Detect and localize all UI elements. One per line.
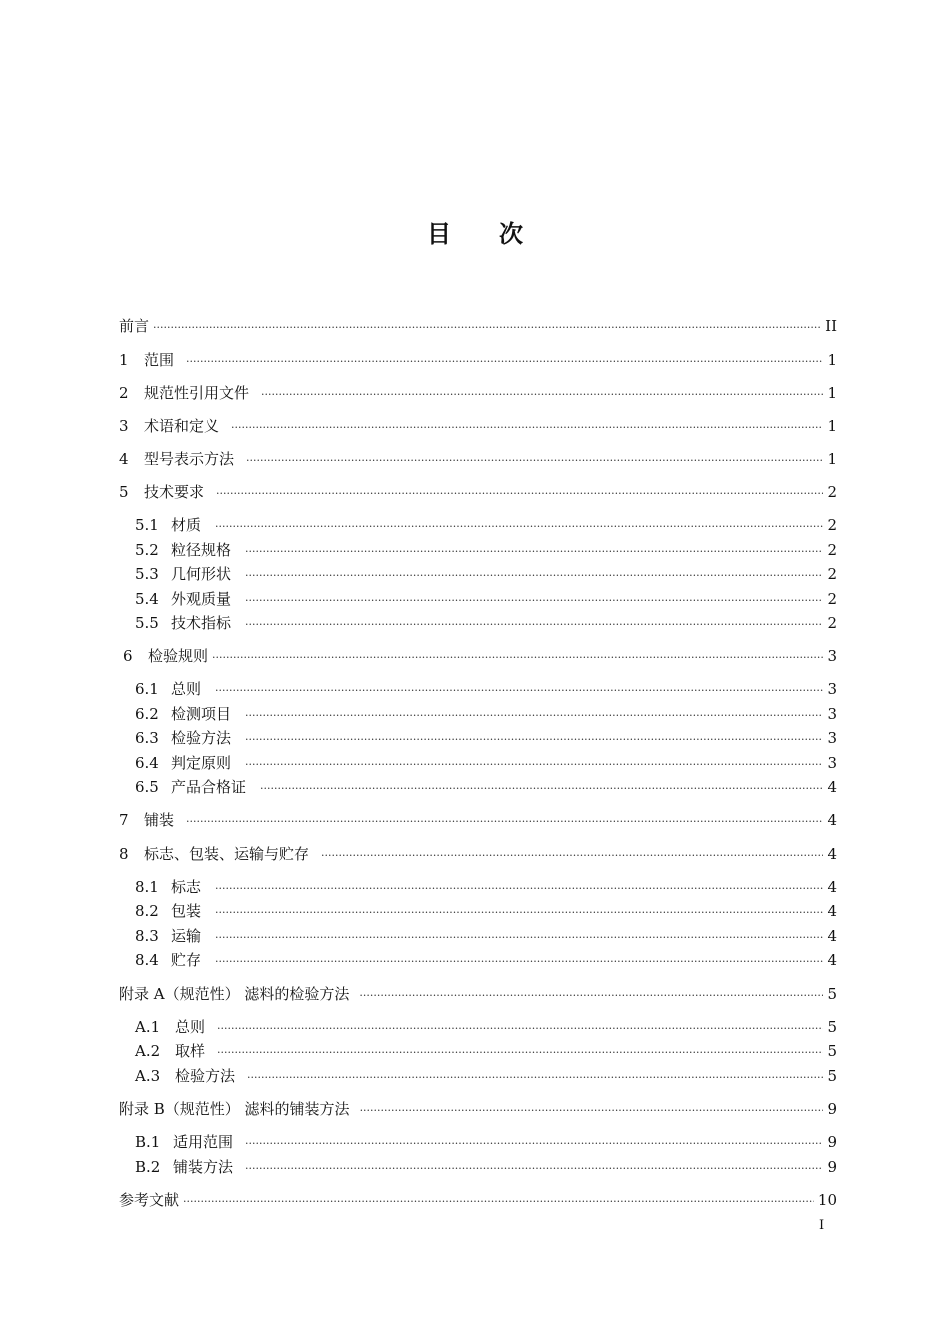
toc-entry-number: B.2 [135, 1158, 161, 1176]
toc-entry-number: 8.1 [135, 878, 159, 896]
page-title [0, 214, 950, 249]
toc-entry[interactable] [119, 350, 837, 370]
toc-entry-page: 2 [827, 590, 837, 608]
toc-entry[interactable] [119, 984, 837, 1004]
toc-entry[interactable] [135, 777, 837, 797]
toc-entry[interactable] [119, 844, 837, 864]
leader-dots [212, 648, 823, 668]
toc-entry-text: 标志、包装、运输与贮存 [144, 845, 310, 863]
toc-entry-page: 3 [827, 729, 837, 747]
toc-entry-text: 检验规则 [148, 647, 209, 665]
toc-entry-number: 4 [119, 450, 129, 468]
toc-entry[interactable] [135, 1066, 837, 1086]
toc-entry[interactable] [119, 810, 837, 830]
toc-entry[interactable] [119, 416, 837, 436]
toc-entry-text: 技术指标 [171, 614, 232, 632]
toc-entry[interactable] [119, 316, 837, 336]
toc-entry-page: 2 [827, 565, 837, 583]
toc-entry-page: 2 [827, 541, 837, 559]
toc-entry-page: 1 [827, 417, 837, 435]
toc-entry-text: 前言 [119, 317, 150, 335]
leader-dots [245, 755, 823, 775]
toc-entry-page: 9 [827, 1158, 837, 1176]
toc-entry-text: 铺装 [144, 811, 175, 829]
toc-entry-number: 5.2 [135, 541, 159, 559]
leader-dots [186, 352, 823, 372]
toc-entry-page: 5 [827, 1042, 837, 1060]
toc-entry[interactable] [135, 1017, 837, 1037]
toc-entry[interactable] [119, 383, 837, 403]
leader-dots [216, 484, 823, 504]
toc-entry-number: A.2 [135, 1042, 161, 1060]
toc-entry-text: 判定原则 [171, 754, 232, 772]
toc-entry[interactable] [135, 679, 837, 699]
toc-entry[interactable] [135, 901, 837, 921]
toc-entry-number: 2 [119, 384, 129, 402]
toc-entry[interactable] [135, 1132, 837, 1152]
toc-entry[interactable] [135, 1157, 837, 1177]
toc-entry-text: 产品合格证 [171, 778, 247, 796]
toc-entry-number: 5 [119, 483, 129, 501]
title-char-1: 目 [427, 220, 451, 248]
toc-entry-text: 粒径规格 [171, 541, 232, 559]
leader-dots [245, 1159, 823, 1179]
toc-entry[interactable] [119, 1099, 837, 1119]
toc-entry-number: 8 [119, 845, 129, 863]
leader-dots [359, 986, 823, 1006]
toc-entry-text: 术语和定义 [144, 417, 220, 435]
toc-entry-text: 运输 [171, 927, 202, 945]
toc-entry[interactable] [135, 753, 837, 773]
toc-entry-text: 附录 B（规范性） 滤料的铺装方法 [119, 1100, 350, 1118]
toc-entry-page: 3 [827, 647, 837, 665]
leader-dots [183, 1192, 814, 1212]
leader-dots [246, 451, 823, 471]
toc-entry-page: 2 [827, 483, 837, 501]
toc-entry-number: 8.4 [135, 951, 159, 969]
leader-dots [215, 903, 823, 923]
toc-entry[interactable] [135, 877, 837, 897]
toc-entry-text: 包装 [171, 902, 202, 920]
toc-entry-page: 4 [827, 927, 837, 945]
leader-dots [215, 517, 823, 537]
toc-entry-page: 1 [827, 384, 837, 402]
leader-dots [260, 779, 823, 799]
toc-entry-page: 2 [827, 614, 837, 632]
leader-dots [215, 879, 823, 899]
toc-entry[interactable] [135, 589, 837, 609]
toc-entry-page: 4 [827, 878, 837, 896]
leader-dots [231, 418, 823, 438]
toc-entry-page: 1 [827, 450, 837, 468]
leader-dots [215, 928, 823, 948]
toc-entry-number: 8.3 [135, 927, 159, 945]
toc-entry-number: 6.1 [135, 680, 159, 698]
toc-entry[interactable] [119, 482, 837, 502]
toc-entry-number: 6.3 [135, 729, 159, 747]
toc-entry-text: 范围 [144, 351, 175, 369]
toc-entry-page: 4 [827, 902, 837, 920]
toc-entry-page: 9 [827, 1100, 837, 1118]
toc-entry-page: 3 [827, 754, 837, 772]
leader-dots [153, 318, 821, 338]
toc-entry-number: 6.4 [135, 754, 159, 772]
leader-dots [245, 542, 823, 562]
toc-entry-page: 9 [827, 1133, 837, 1151]
toc-entry-number: 3 [119, 417, 129, 435]
leader-dots [360, 1101, 823, 1121]
toc-entry-number: 5.1 [135, 516, 159, 534]
leader-dots [245, 615, 823, 635]
toc-entry[interactable] [135, 728, 837, 748]
toc-entry-text: 取样 [175, 1042, 206, 1060]
toc-entry-text: 附录 A（规范性） 滤料的检验方法 [119, 985, 350, 1003]
leader-dots [247, 1068, 823, 1088]
toc-entry-text: 规范性引用文件 [144, 384, 250, 402]
toc-entry-text: 几何形状 [171, 565, 232, 583]
leader-dots [217, 1043, 823, 1063]
toc-entry-text: 参考文献 [119, 1191, 180, 1209]
leader-dots [321, 846, 823, 866]
leader-dots [261, 385, 823, 405]
toc-entry[interactable] [135, 704, 837, 724]
leader-dots [215, 952, 823, 972]
toc-entry-text: 外观质量 [171, 590, 232, 608]
toc-entry-page: 4 [827, 778, 837, 796]
toc-entry-number: 7 [119, 811, 129, 829]
toc-entry[interactable] [123, 646, 837, 666]
toc-entry[interactable] [135, 564, 837, 584]
toc-entry-page: II [825, 317, 837, 335]
toc-entry-text: 型号表示方法 [144, 450, 235, 468]
leader-dots [245, 1134, 823, 1154]
leader-dots [245, 566, 823, 586]
toc-entry-page: 3 [827, 680, 837, 698]
toc-entry-text: 技术要求 [144, 483, 205, 501]
leader-dots [215, 681, 823, 701]
toc-entry-page: 4 [827, 951, 837, 969]
toc-entry-text: 标志 [171, 878, 202, 896]
toc-entry[interactable] [119, 449, 837, 469]
toc-entry-page: 4 [827, 845, 837, 863]
toc-entry-page: 3 [827, 705, 837, 723]
toc-entry-number: 5.3 [135, 565, 159, 583]
toc-entry[interactable] [135, 515, 837, 535]
leader-dots [186, 812, 823, 832]
leader-dots [245, 730, 823, 750]
page-number: I [819, 1218, 825, 1233]
toc-entry-page: 5 [827, 985, 837, 1003]
toc-entry-text: 总则 [175, 1018, 206, 1036]
toc-entry-text: 铺装方法 [173, 1158, 234, 1176]
toc-entry-number: B.1 [135, 1133, 161, 1151]
toc-entry-number: 5.5 [135, 614, 159, 632]
toc-entry[interactable] [135, 1041, 837, 1061]
toc-entry-page: 5 [827, 1067, 837, 1085]
leader-dots [245, 591, 823, 611]
toc-entry-number: 6.5 [135, 778, 159, 796]
toc-entry[interactable] [135, 950, 837, 970]
toc-entry-text: 适用范围 [173, 1133, 234, 1151]
toc-entry[interactable] [135, 613, 837, 633]
toc-entry-number: 6.2 [135, 705, 159, 723]
toc-entry-number: 5.4 [135, 590, 159, 608]
toc-entry-number: 6 [123, 647, 133, 665]
toc-entry-number: 1 [119, 351, 129, 369]
toc-entry[interactable] [135, 540, 837, 560]
toc-entry-number: 8.2 [135, 902, 159, 920]
toc-entry[interactable] [119, 1190, 837, 1210]
toc-entry-page: 5 [827, 1018, 837, 1036]
toc-entry-text: 贮存 [171, 951, 202, 969]
toc-entry[interactable] [135, 926, 837, 946]
leader-dots [245, 706, 823, 726]
toc-entry-page: 2 [827, 516, 837, 534]
toc-entry-page: 1 [827, 351, 837, 369]
toc-entry-page: 10 [817, 1191, 837, 1209]
toc-entry-number: A.3 [135, 1067, 161, 1085]
toc-entry-page: 4 [827, 811, 837, 829]
toc-entry-text: 检验方法 [171, 729, 232, 747]
leader-dots [217, 1019, 823, 1039]
toc-entry-text: 检验方法 [175, 1067, 236, 1085]
title-char-2: 次 [499, 220, 523, 248]
toc-entry-text: 材质 [171, 516, 202, 534]
toc-entry-text: 检测项目 [171, 705, 232, 723]
toc-entry-number: A.1 [135, 1018, 161, 1036]
toc-entry-text: 总则 [171, 680, 202, 698]
